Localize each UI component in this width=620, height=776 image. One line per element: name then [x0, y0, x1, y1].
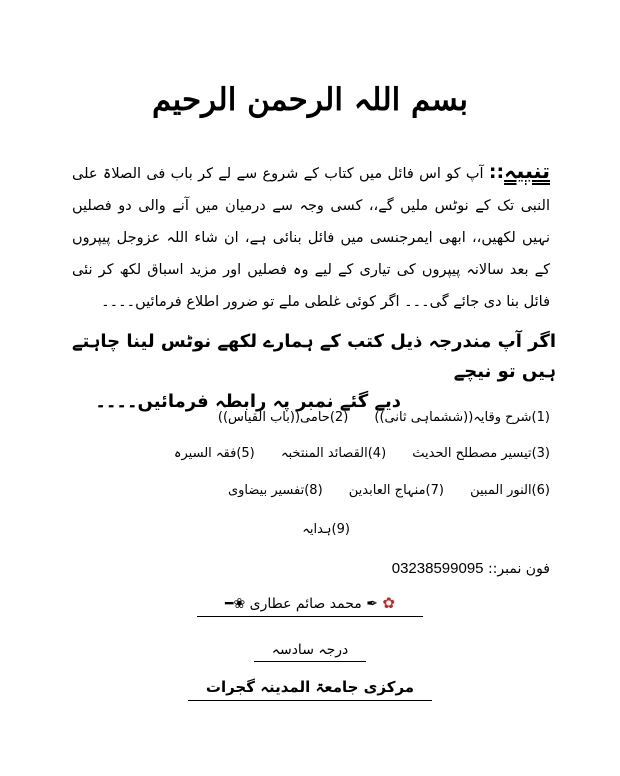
class-level [0, 642, 620, 662]
flower-icon: ✿ [382, 594, 395, 612]
notice-colons: :: [488, 161, 505, 183]
book-item: (8)تفسیر بیضاوی [227, 483, 323, 498]
book-item: (4)القصائد المنتخبہ [280, 446, 387, 461]
book-item: (2)حامی((باب القیاس)) [217, 410, 349, 425]
notice-body: آپ کو اس فائل میں کتاب کے شروع سے لے کر باب فی الصلاۃ علی النبی تک کے نوٹس ملیں گے،، کسی وجہ سے درمیان میں آنے والی دو فصلیں نہیں لکھیں،، ابھی ایمرجنسی میں فائل بنائی ہے، ان شاء اللہ عزوجل پیپروں کے بعد سالانہ پیپروں کی تیاری کے لیے وہ فصلیں اور مزید اسباق لکھ کر نئی فائل بنا دی جائے گی۔۔۔ اگر کوئی غلطی ملے تو ضرور اطلاع فرمائیں۔۔۔۔ [72, 166, 550, 310]
class-level-text: درجہ سادسہ [254, 642, 366, 662]
book-item: (6)النور المبین [470, 483, 550, 498]
book-item: (7)منہاج العابدین [348, 483, 444, 498]
phone-label: فون نمبر:: [487, 561, 550, 577]
rose-icon: ❀━ [225, 596, 246, 612]
book-item: (1)شرح وقایہ((ششماہی ثانی)) [374, 410, 550, 425]
book-item: (5)فقہ السیرہ [173, 446, 255, 461]
notice-paragraph [72, 155, 550, 318]
phone-number: 03238599095 [391, 560, 484, 577]
institution-name [0, 678, 620, 701]
books-row [206, 483, 550, 498]
notice-label: تنبیہ [504, 159, 550, 183]
books-row [196, 410, 550, 425]
signature-line [0, 594, 620, 617]
request-line-2: دیے گئے نمبر پہ رابطہ فرمائیں۔۔۔۔ [95, 391, 401, 412]
institution-text: مرکزی جامعۃ المدینہ گجرات [188, 678, 432, 701]
bismillah-heading: بسم اللہ الرحمن الرحیم [152, 82, 468, 118]
signature-name: محمد صائم عطاری [249, 596, 362, 612]
signature-block [197, 594, 423, 617]
book-item: (9)ہدایہ [302, 522, 350, 537]
books-row [280, 522, 350, 537]
pen-icon: ✒ [366, 596, 378, 612]
phone-line [392, 560, 550, 577]
request-text [60, 327, 556, 417]
books-row [152, 446, 550, 461]
request-line-1: اگر آپ مندرجہ ذیل کتب کے ہمارے لکھے نوٹس لینا چاہتے ہیں تو نیچے [71, 331, 556, 382]
book-item: (3)تیسیر مصطلح الحدیث [412, 446, 550, 461]
